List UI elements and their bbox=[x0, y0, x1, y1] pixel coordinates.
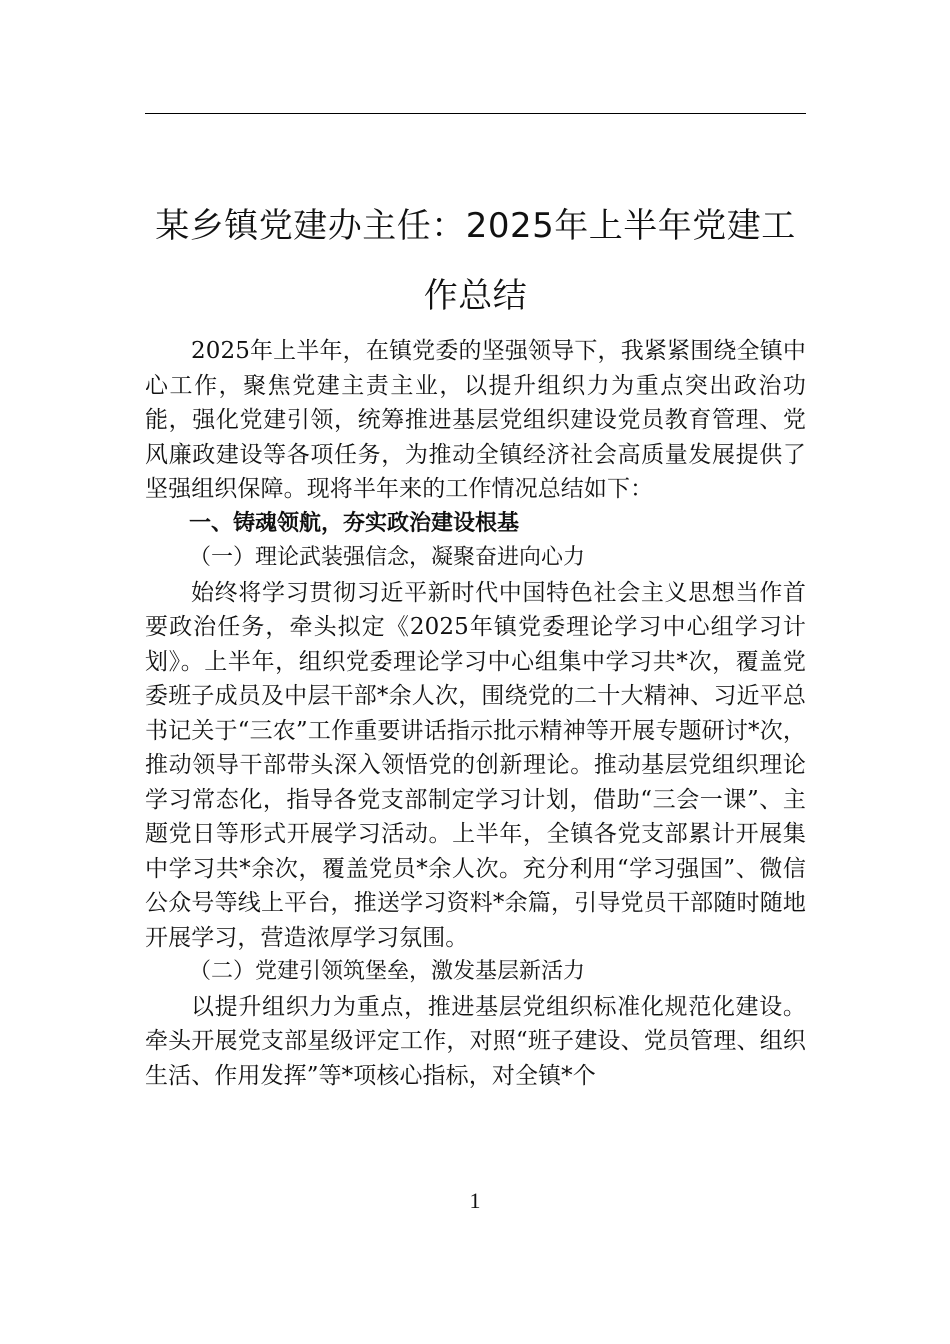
body-paragraph: 以提升组织力为重点，推进基层党组织标准化规范化建设。牵头开展党支部星级评定工作，对照“班子建设、党员管理、组织生活、作用发挥”等*项核心指标，对全镇*个 bbox=[145, 993, 806, 1089]
intro-paragraph: 2025年上半年，在镇党委的坚强领导下，我紧紧围绕全镇中心工作，聚焦党建主责主业，以提升组织力为重点突出政治功能，强化党建引领，统筹推进基层党组织建设党员教育管理、党风廉政建设等各项任务，为推动全镇经济社会高质量发展提供了坚强组织保障。现将半年来的工作情况总结如下： bbox=[145, 338, 806, 502]
body-paragraph: 始终将学习贯彻习近平新时代中国特色社会主义思想当作首要政治任务，牵头拟定《2025年镇党委理论学习中心组学习计划》。上半年，组织党委理论学习中心组集中学习共*次，覆盖党委班子成员及中层干部*余人次，围绕党的二十大精神、习近平总书记关于“三农”工作重要讲话指示批示精神等开展专题研讨*次，推动领导干部带头深入领悟党的创新理论。推动基层党组织理论学习常态化，指导各党支部制定学习计划，借助“三会一课”、主题党日等形式开展学习活动。上半年，全镇各党支部累计开展集中学习共*余次，覆盖党员*余人次。充分利用“学习强国”、微信公众号等线上平台，推送学习资料*余篇，引导党员干部随时随地开展学习，营造浓厚学习氛围。 bbox=[145, 579, 806, 951]
subsection-heading: （一）理论武装强信念，凝聚奋进向心力 bbox=[189, 545, 586, 570]
header-rule bbox=[145, 113, 806, 114]
document-body bbox=[145, 334, 806, 1093]
document-title: 某乡镇党建办主任：2025年上半年党建工作总结 bbox=[155, 205, 796, 316]
page-number: 1 bbox=[469, 1188, 481, 1213]
section-heading: 一、铸魂领航，夯实政治建设根基 bbox=[189, 510, 520, 536]
subsection-heading: （二）党建引领筑堡垒，激发基层新活力 bbox=[189, 959, 586, 984]
